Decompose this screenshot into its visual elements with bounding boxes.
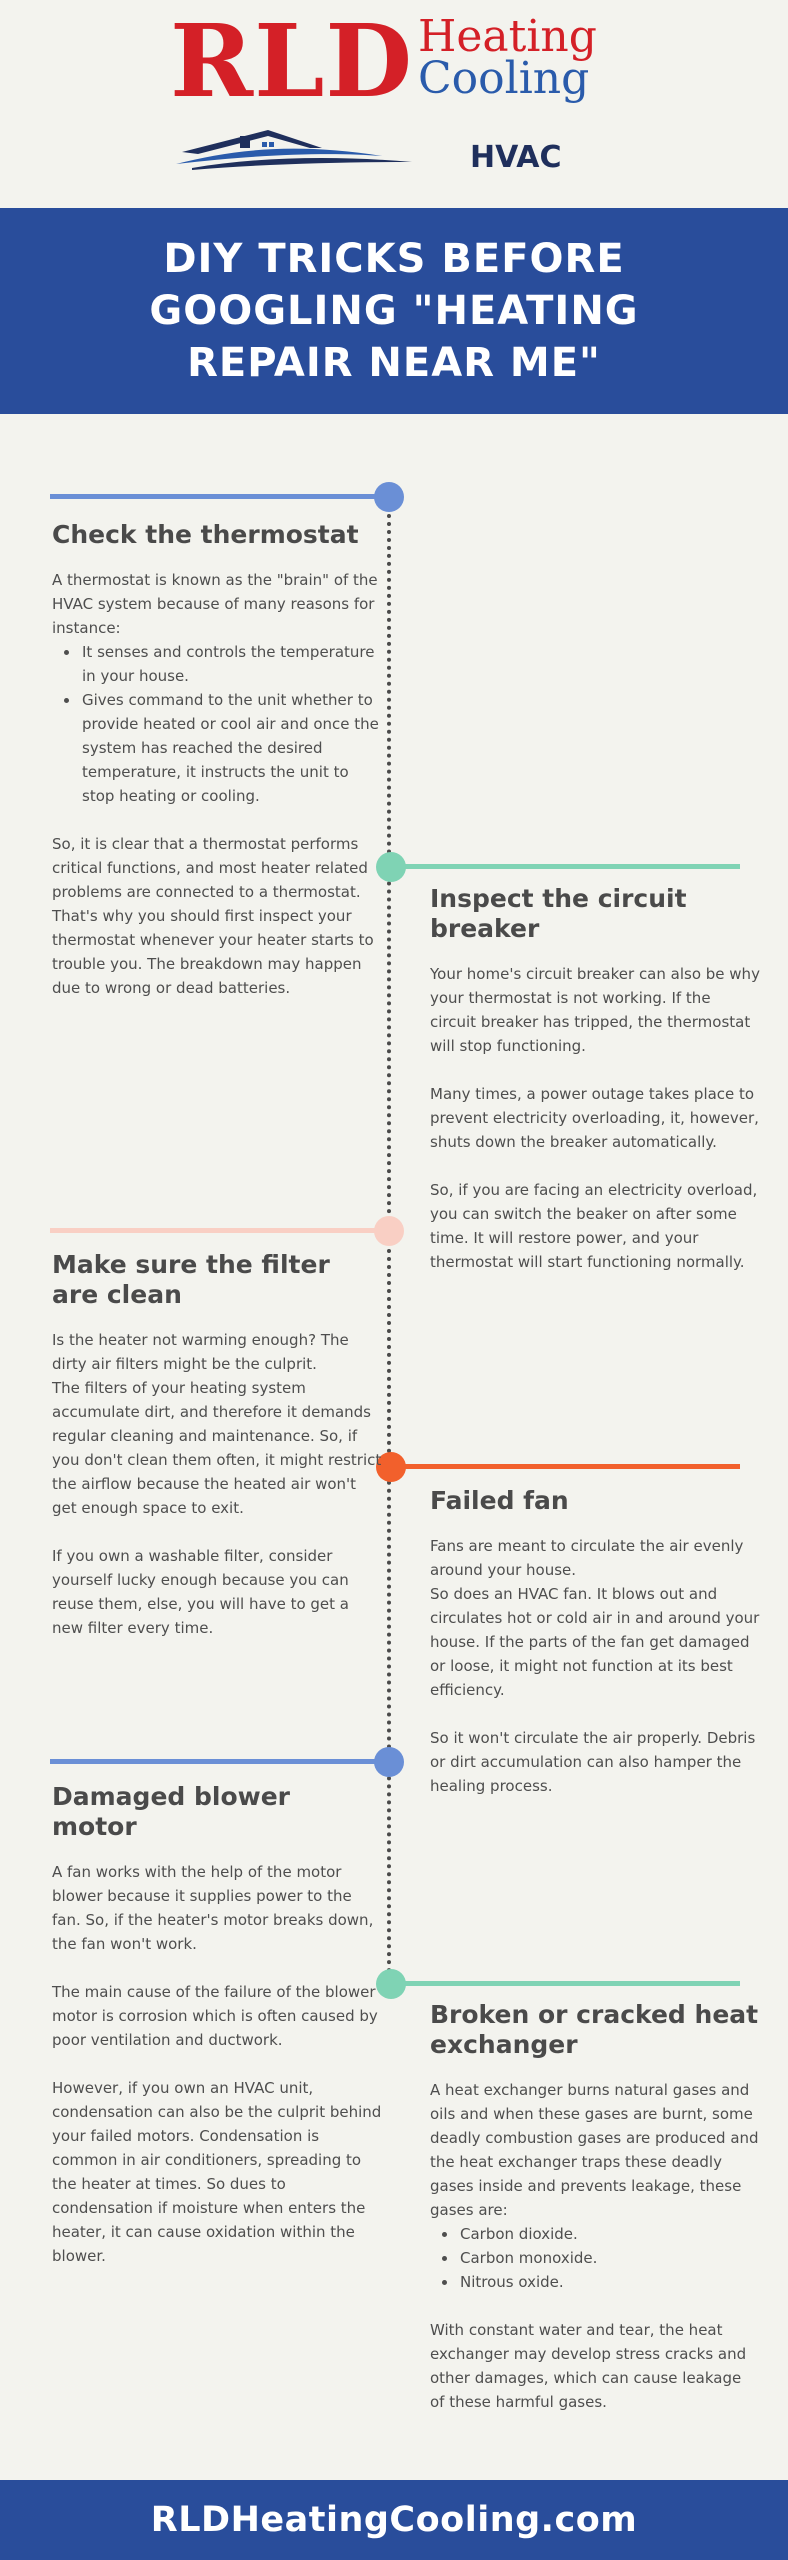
section-text: Your home's circuit breaker can also be why your thermostat is not working. If the circuit breaker has tripped, the thermostat will stop functioning.: [430, 965, 760, 1055]
section-text: A heat exchanger burns natural gases and oils and when these gases are burnt, some deadly combustion gases are produced and the heat exchanger traps these deadly gases inside and prevents leakage, these gases are:: [430, 2081, 759, 2219]
section-text: So, it is clear that a thermostat performs critical functions, and most heater related problems are connected to a thermostat. That's why you should first inspect your thermostat whenever your heater starts to trouble you. The breakdown may happen due to wrong or dead batteries.: [52, 835, 374, 997]
section-text: With constant water and tear, the heat exchanger may develop stress cracks and other damages, which can cause leakage of these harmful gases.: [430, 2321, 747, 2411]
list-item: • Gives command to the unit whether to provide heated or cool air and once the system has reached the desired temperature, it instructs the unit to stop heating or cooling.: [80, 688, 382, 808]
section-text: The filters of your heating system accumulate dirt, and therefore it demands regular cleaning and maintenance. So, if you don't clean them often, it might restrict the airflow because the heated air won't get enough space to exit.: [52, 1379, 382, 1517]
list-item: • Carbon dioxide.: [458, 2222, 760, 2246]
title-banner: [0, 208, 788, 414]
timeline-dot-blower: [374, 1747, 404, 1777]
section-title: Check the thermostat: [52, 520, 359, 549]
section-failed-fan: [430, 1486, 760, 1798]
section-title: Inspect the circuit breaker: [430, 884, 687, 943]
timeline-connector-blower: [50, 1759, 390, 1764]
list-item: • It senses and controls the temperature in your house.: [80, 640, 382, 688]
list-item: • Carbon monoxide.: [458, 2246, 760, 2270]
section-text: Many times, a power outage takes place to prevent electricity overloading, it, however, shuts down the breaker automatically.: [430, 1085, 759, 1151]
logo-letters: RLD: [170, 2, 414, 120]
section-title: Damaged blower motor: [52, 1782, 291, 1841]
section-text: So does an HVAC fan. It blows out and circulates hot or cold air in and around your house. If the parts of the fan get damaged or loose, it might not function at its best efficiency.: [430, 1585, 760, 1699]
section-circuit-breaker: [430, 884, 760, 1274]
section-title: Make sure the filter are clean: [52, 1250, 330, 1309]
timeline-connector-breaker: [390, 864, 740, 869]
section-heat-exchanger: [430, 2000, 760, 2414]
section-text: If you own a washable filter, consider yourself lucky enough because you can reuse them, else, you will have to get a new filter every time.: [52, 1547, 349, 1637]
page-title: DIY TRICKS BEFORE GOOGLING "HEATING REPAIR NEAR ME": [149, 236, 639, 386]
logo-word-heating: Heating: [418, 11, 597, 62]
section-text: A fan works with the help of the motor blower because it supplies power to the fan. So, if the heater's motor breaks down, the fan won't work.: [52, 1863, 374, 1953]
section-text: So it won't circulate the air properly. Debris or dirt accumulation can also hamper the healing process.: [430, 1729, 756, 1795]
section-title: Failed fan: [430, 1486, 569, 1515]
section-title: Broken or cracked heat exchanger: [430, 2000, 759, 2059]
bullet-list: [458, 2222, 760, 2294]
section-filter: [52, 1250, 382, 1640]
section-text: Fans are meant to circulate the air evenly around your house.: [430, 1537, 744, 1579]
section-text: So, if you are facing an electricity overload, you can switch the beaker on after some time. It will restore power, and your thermostat will start functioning normally.: [430, 1181, 758, 1271]
bullet-list: [80, 640, 382, 808]
section-text: Is the heater not warming enough? The dirty air filters might be the culprit.: [52, 1331, 349, 1373]
logo-word-cooling: Cooling: [418, 53, 590, 104]
website-link[interactable]: RLDHeatingCooling.com: [150, 2500, 638, 2540]
timeline-connector-thermostat: [50, 494, 390, 499]
timeline-connector-exchanger: [390, 1981, 740, 1986]
footer-bar: [0, 2480, 788, 2560]
logo-hvac-tag: HVAC: [470, 140, 562, 175]
section-text: However, if you own an HVAC unit, condensation can also be the culprit behind your failed motors. Condensation is common in air conditioners, spreading to the heater at times. So dues to condensation if moisture when enters the heater, it can cause oxidation within the blower.: [52, 2079, 382, 2265]
timeline-connector-fan: [390, 1464, 740, 1469]
company-logo: [0, 0, 788, 205]
section-thermostat: [52, 520, 382, 1000]
section-text: The main cause of the failure of the blower motor is corrosion which is often caused by poor ventilation and ductwork.: [52, 1983, 378, 2049]
house-roof-icon: [172, 112, 472, 172]
section-text: A thermostat is known as the "brain" of the HVAC system because of many reasons for instance:: [52, 571, 378, 637]
timeline-dot-filter: [374, 1216, 404, 1246]
timeline-connector-filter: [50, 1228, 390, 1233]
section-blower-motor: [52, 1782, 382, 2268]
timeline-dot-thermostat: [374, 482, 404, 512]
list-item: • Nitrous oxide.: [458, 2270, 760, 2294]
